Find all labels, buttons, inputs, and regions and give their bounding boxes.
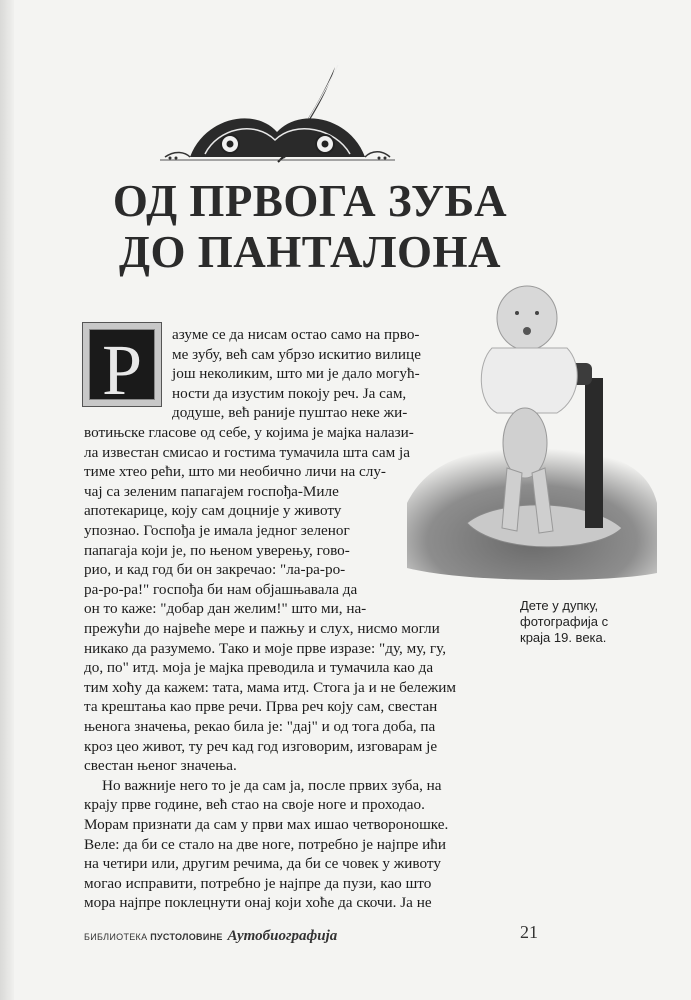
feather-ornament-icon: [160, 62, 395, 172]
text-line: могао исправити, потребно је најпре да пузи, као што: [84, 874, 432, 892]
footer-brand: ПУСТОЛОВИНЕ: [150, 932, 223, 942]
photo-caption-line: краја 19. века.: [520, 630, 607, 645]
text-line: Веле: да би се стало на две ноге, потребно је најпре ићи: [84, 835, 446, 853]
photo-caption-line: фотографија с: [520, 614, 609, 629]
text-line: до, по" итд. моја је мајка преводила и тумачила као да: [84, 659, 434, 677]
text-line: свестан њеног значења.: [84, 757, 237, 775]
text-line: никако да разумемо. Тако и моје прве изразе: "ду, му, гу,: [84, 639, 447, 657]
text-line: ности да изустим покоју реч. Ја сам,: [172, 384, 407, 402]
footer-subtitle: Аутобиографија: [227, 928, 338, 944]
text-line: Но важније него то је да сам ја, после првих зуба, на: [102, 776, 442, 794]
chapter-title: [100, 176, 520, 278]
text-line: он то каже: "добар дан желим!" што ми, на-: [84, 600, 367, 618]
text-line: крају прве године, већ стао на своје ноге и проходао.: [84, 796, 425, 814]
text-line: апотекарице, коју сам доцније у животу: [84, 502, 342, 520]
text-line: кроз цео живот, ту реч кад год изговорим, изговарам је: [84, 737, 438, 755]
text-line: Морам признати да сам у први мах ишао четвороношке.: [84, 816, 449, 833]
chapter-title-line-1: ОД ПРВОГА ЗУБА: [112, 176, 508, 226]
photo-caption: [520, 598, 640, 646]
child-photo: [407, 283, 657, 588]
footer-series-label: БИБЛИОТЕКА: [84, 932, 148, 942]
text-line: та крештања као прве речи. Прва реч коју сам, свестан: [84, 698, 438, 716]
text-line: њенога значења, рекао била је: "дај" и од тога доба, па: [84, 718, 436, 735]
text-line: прежући до највеће мере и пажњу и слух, нисмо могли: [84, 620, 440, 637]
page-number: 21: [520, 922, 538, 942]
text-line: азуме се да нисам остао само на прво-: [172, 326, 420, 343]
text-line: упознао. Госпођа је имала једног зеленог: [84, 522, 350, 539]
text-line: на четири или, другим речима, да би се човек у животу: [84, 855, 441, 873]
page-edge: [0, 0, 14, 1000]
drop-cap-letter: Р: [101, 330, 143, 410]
text-line: ра-ро-ра!" госпођа би нам објашњавала да: [84, 580, 358, 598]
text-line: чај са зеленим папагајем госпођа-Миле: [84, 482, 339, 500]
text-line: ме зубу, већ сам убрзо искитио вилице: [172, 345, 421, 363]
chapter-title-line-2: ДО ПАНТАЛОНА: [118, 227, 502, 277]
drop-cap: [82, 322, 162, 410]
text-line: додуше, већ раније пуштао неке жи-: [172, 404, 408, 422]
text-line: папагаја који је, по њеном уверењу, гово-: [84, 541, 350, 559]
text-line: ла известан смисао и гостима тумачила шта сам ја: [84, 443, 410, 461]
photo-caption-line: Дете у дупку,: [520, 598, 599, 613]
footer-series: [84, 928, 337, 945]
text-line: тим хоћу да кажем: тата, мама итд. Стога ја и не бележим: [84, 678, 456, 696]
text-line: мора најпре поклецнути онај који хоће да скочи. Ја не: [84, 894, 432, 912]
text-line: тиме хтео рећи, што ми необично личи на слу-: [84, 463, 386, 481]
text-line: вотињске гласове од себе, у којима је мајка налази-: [84, 424, 414, 441]
text-line: рио, и кад год би он закречао: "ла-ра-ро-: [84, 561, 346, 579]
text-line: још неколиким, што ми је дало могућ-: [172, 365, 420, 383]
